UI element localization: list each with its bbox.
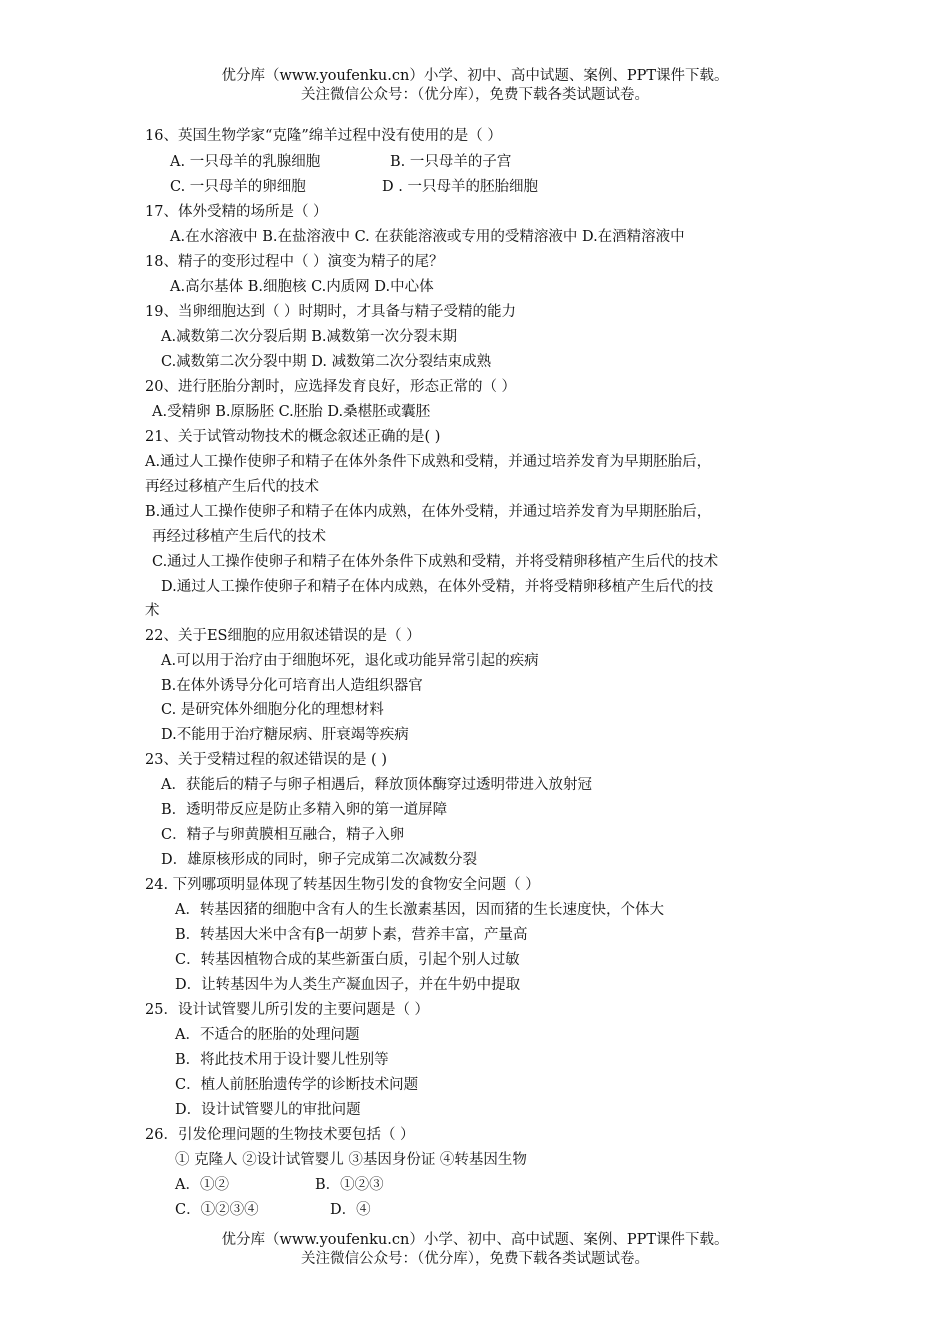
- question-line: 再经过移植产生后代的技术: [145, 479, 319, 495]
- answer-option: B．①②③: [315, 1177, 384, 1193]
- question-line: [170, 177, 910, 197]
- question-line: 20、进行胚胎分割时，应选择发育良好，形态正常的（ ）: [145, 379, 517, 395]
- question-line: C. 是研究体外细胞分化的理想材料: [161, 702, 384, 718]
- question-line: A.可以用于治疗由于细胞坏死，退化或功能异常引起的疾病: [161, 653, 539, 669]
- question-line: A．转基因猪的细胞中含有人的生长激素基因，因而猪的生长速度快，个体大: [175, 902, 664, 918]
- question-line: A.高尔基体 B.细胞核 C.内质网 D.中心体: [170, 279, 434, 295]
- question-line: A.受精卵 B.原肠胚 C.胚胎 D.桑椹胚或囊胚: [152, 404, 431, 420]
- question-line: D．雄原核形成的同时，卵子完成第二次减数分裂: [161, 852, 478, 868]
- question-line: 26．引发伦理问题的生物技术要包括（ ）: [145, 1127, 415, 1143]
- question-line: B．透明带反应是防止多精入卵的第一道屏障: [161, 802, 448, 818]
- question-line: D．让转基因牛为人类生产凝血因子，并在牛奶中提取: [175, 977, 521, 993]
- question-line: C.通过人工操作使卵子和精子在体外条件下成熟和受精，并将受精卵移植产生后代的技术: [152, 554, 719, 570]
- question-line: 19、当卵细胞达到（ ）时期时，才具备与精子受精的能力: [145, 304, 517, 320]
- question-line: A.通过人工操作使卵子和精子在体外条件下成熟和受精，并通过培养发育为早期胚胎后，: [145, 454, 712, 470]
- question-line: [175, 1200, 910, 1220]
- answer-option: C. 一只母羊的卵细胞: [170, 179, 306, 195]
- answer-option: D . 一只母羊的胚胎细胞: [382, 179, 538, 195]
- question-line: A．不适合的胚胎的处理问题: [175, 1027, 360, 1043]
- question-line: ① 克隆人 ②设计试管婴儿 ③基因身份证 ④转基因生物: [175, 1152, 527, 1168]
- question-line: C．植人前胚胎遗传学的诊断技术问题: [175, 1077, 419, 1093]
- page-footer: [0, 1231, 950, 1269]
- question-line: A．获能后的精子与卵子相遇后，释放顶体酶穿过透明带进入放射冠: [161, 777, 592, 793]
- question-line: 再经过移植产生后代的技术: [152, 529, 326, 545]
- question-line: D．设计试管婴儿的审批问题: [175, 1102, 361, 1118]
- question-line: 术: [145, 603, 160, 619]
- question-line: 17、体外受精的场所是（ ）: [145, 204, 328, 220]
- question-line: A.在水溶液中 B.在盐溶液中 C. 在获能溶液或专用的受精溶液中 D.在酒精溶液中: [170, 229, 685, 245]
- question-line: C．转基因植物合成的某些新蛋白质，引起个别人过敏: [175, 952, 520, 968]
- footer-line-1: 优分库（www.youfenku.cn）小学、初中、高中试题、案例、PPT课件下载。: [221, 1232, 729, 1248]
- question-line: B.通过人工操作使卵子和精子在体内成熟，在体外受精，并通过培养发育为早期胚胎后，: [145, 504, 712, 520]
- answer-option: B. 一只母羊的子宫: [390, 154, 512, 170]
- question-line: C.减数第二次分裂中期 D. 减数第二次分裂结束成熟: [161, 354, 492, 370]
- question-line: 25．设计试管婴儿所引发的主要问题是（ ）: [145, 1002, 430, 1018]
- question-line: B.在体外诱导分化可培育出人造组织器官: [161, 678, 423, 694]
- question-line: B．将此技术用于设计婴儿性别等: [175, 1052, 389, 1068]
- question-line: B．转基因大米中含有β一胡萝卜素，营养丰富，产量高: [175, 927, 528, 943]
- question-line: 18、精子的变形过程中（ ）演变为精子的尾？: [145, 254, 444, 270]
- question-line: D.通过人工操作使卵子和精子在体内成熟，在体外受精，并将受精卵移植产生后代的技: [161, 579, 714, 595]
- question-line: 16、英国生物学家“克隆”绵羊过程中没有使用的是（ ）: [145, 128, 502, 144]
- question-line: 23、关于受精过程的叙述错误的是 ( ): [145, 752, 387, 768]
- question-line: 24. 下列哪项明显体现了转基因生物引发的食物安全问题（ ）: [145, 877, 540, 893]
- question-line: [170, 152, 910, 172]
- footer-line-2: 关注微信公众号：（优分库），免费下载各类试题试卷。: [301, 1251, 649, 1267]
- question-line: D.不能用于治疗糖尿病、肝衰竭等疾病: [161, 727, 409, 743]
- question-line: 21、关于试管动物技术的概念叙述正确的是( ): [145, 429, 441, 445]
- header-line-1: 优分库（www.youfenku.cn）小学、初中、高中试题、案例、PPT课件下载。: [221, 68, 729, 84]
- header-line-2: 关注微信公众号：（优分库），免费下载各类试题试卷。: [301, 87, 649, 103]
- question-line: C．精子与卵黄膜相互融合，精子入卵: [161, 827, 405, 843]
- answer-option: A．①②: [175, 1177, 229, 1193]
- answer-option: A. 一只母羊的乳腺细胞: [170, 154, 321, 170]
- question-line: [175, 1175, 910, 1195]
- question-line: 22、关于ES细胞的应用叙述错误的是（ ）: [145, 628, 421, 644]
- answer-option: D．④: [330, 1202, 371, 1218]
- page-header: [0, 67, 950, 105]
- question-line: A.减数第二次分裂后期 B.减数第一次分裂末期: [161, 329, 457, 345]
- answer-option: C．①②③④: [175, 1202, 259, 1218]
